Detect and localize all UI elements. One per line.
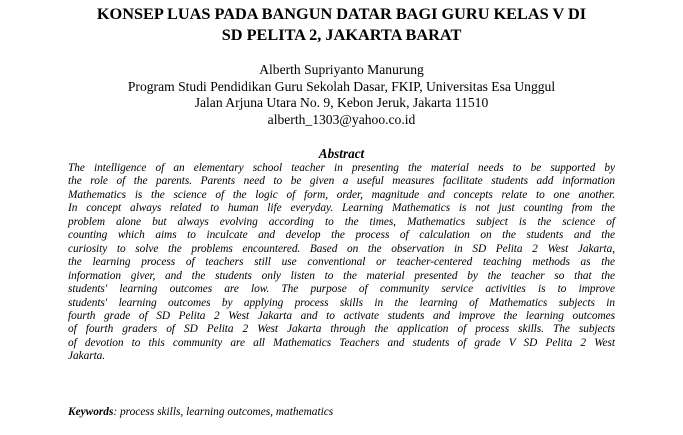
abstract-line: of fourth graders of SD Pelita 2 West Jakarta through the application of process skills. The subjects bbox=[68, 323, 615, 336]
abstract-line: students' learning outcomes by applying process skills in the learning of Mathematics subjects in bbox=[68, 296, 615, 309]
abstract-line: In concept always related to human life everyday. Learning Mathematics is not just counting from the bbox=[68, 202, 615, 215]
abstract-heading: Abstract bbox=[318, 146, 365, 161]
abstract-body bbox=[68, 162, 615, 364]
abstract-line: Mathematics is the science of the logic of form, order, magnitude and concepts relate to one another. bbox=[68, 188, 615, 201]
keywords-text: process skills, learning outcomes, mathematics bbox=[120, 406, 334, 418]
abstract-line: curiosity to solve the problems encountered. Based on the observation in SD Pelita 2 West Jakarta, bbox=[68, 242, 615, 255]
paper-title bbox=[0, 3, 683, 45]
abstract-line: Jakarta. bbox=[68, 350, 106, 363]
author-affiliation: Program Studi Pendidikan Guru Sekolah Dasar, FKIP, Universitas Esa Unggul bbox=[127, 78, 556, 94]
author-block bbox=[0, 62, 683, 128]
keywords-label: Keywords bbox=[68, 406, 114, 418]
author-email: alberth_1303@yahoo.co.id bbox=[267, 111, 416, 127]
abstract-line: fourth grade of SD Pelita 2 West Jakarta and to activate students and improve the learning outcomes bbox=[68, 309, 615, 322]
keywords-separator: : bbox=[113, 406, 120, 418]
abstract-line: students' learning outcomes are low. The purpose of community service activities is to improve bbox=[68, 283, 615, 296]
abstract-line: of devotion to this community are all Mathematics Teachers and students of grade V SD Pelita 2 West bbox=[68, 336, 615, 349]
abstract-line: information giver, and the students only listen to the material presented by the teacher so that the bbox=[68, 269, 615, 282]
abstract-line: the role of the parents. Parents need to be given a useful measures facilitate students add information bbox=[68, 175, 615, 188]
keywords-line bbox=[68, 405, 615, 419]
paper-title-line-2: SD PELITA 2, JAKARTA BARAT bbox=[221, 25, 462, 44]
abstract-line: counting which aims to inculcate and develop the process of calculation on the students and the bbox=[68, 229, 615, 242]
author-address: Jalan Arjuna Utara No. 9, Kebon Jeruk, Jakarta 11510 bbox=[194, 95, 489, 111]
paper-title-line-1: KONSEP LUAS PADA BANGUN DATAR BAGI GURU KELAS V DI bbox=[96, 4, 587, 23]
abstract-line: The intelligence of an elementary school teacher in presenting the material needs to be supported by bbox=[68, 162, 615, 174]
author-name: Alberth Supriyanto Manurung bbox=[259, 62, 424, 77]
abstract-line: problem alone but always evolving according to the times, Mathematics subject is the science of bbox=[68, 215, 615, 228]
abstract-line: the learning process of teachers still use conventional or teacher-centered teaching methods as the bbox=[68, 256, 615, 269]
